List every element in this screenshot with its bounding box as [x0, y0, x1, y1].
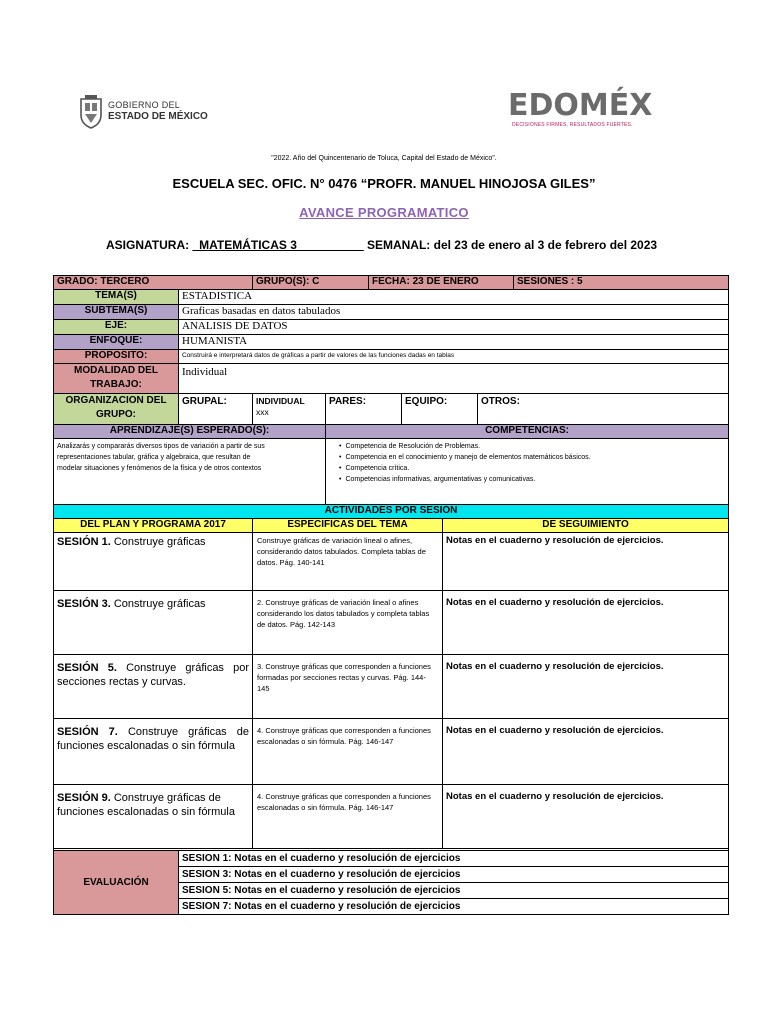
competencias-label: COMPETENCIAS: [326, 425, 729, 439]
session-seg-cell: Notas en el cuaderno y resolución de ejercicios. [443, 533, 729, 591]
equipo-cell: EQUIPO: [402, 394, 478, 425]
eje-label: EJE: [54, 320, 179, 335]
individual-mark: xxx [256, 407, 269, 417]
proposito-row [54, 350, 729, 364]
subtema-row [54, 305, 729, 320]
semanal-text: SEMANAL: del 23 de enero al 3 de febrero del 2023 [363, 238, 658, 252]
planning-sheet [53, 275, 728, 915]
session-plan-text: Construye gráficas de funciones escalonadas o sin fórmula [57, 726, 250, 752]
session-plan-cell [54, 785, 253, 849]
actividades-header-row [54, 519, 729, 533]
subtema-label: SUBTEMA(S) [54, 305, 179, 320]
session-plan-text: Construye gráficas [110, 598, 206, 610]
session-plan-cell [54, 719, 253, 785]
evaluacion-row [54, 851, 729, 867]
plan-header: DEL PLAN Y PROGRAMA 2017 [54, 519, 253, 533]
competencia-item: • Competencias informativas, argumentativas y comunicativas. [339, 474, 725, 485]
grupal-cell: GRUPAL: [179, 394, 253, 425]
info-header-row [54, 276, 729, 290]
tema-value: ESTADISTICA [179, 290, 729, 305]
seguimiento-header: DE SEGUIMIENTO [443, 519, 729, 533]
competencias-list [329, 441, 725, 485]
aprendizaje-text: Analizarás y compararás diversos tipos de variación a partir de sus representaciones tabular, gráfica y algebraica, que resultan de modelar situaciones y fenómenos de la física y de otros contextos [54, 439, 326, 505]
evaluacion-label: EVALUACIÓN [54, 851, 179, 915]
individual-label: INDIVIDUAL [256, 396, 305, 406]
planning-table [53, 275, 729, 915]
year-legend: "2022. Año del Quincentenario de Toluca, Capital del Estado de México". [271, 155, 497, 162]
edomex-tagline: DECISIONES FIRMES, RESULTADOS FUERTES. [512, 122, 633, 128]
session-plan-cell [54, 655, 253, 719]
evaluacion-item: SESION 5: Notas en el cuaderno y resolución de ejercicios [179, 883, 729, 899]
session-spec-cell: Construye gráficas de variación lineal o afines, considerando datos tabulados. Completa tablas de datos. Pág. 140-141 [253, 533, 443, 591]
competencias-list-cell [326, 439, 729, 505]
grado-cell: GRADO: TERCERO [54, 276, 253, 290]
especificas-header: ESPECIFICAS DEL TEMA [253, 519, 443, 533]
evaluacion-item: SESION 1: Notas en el cuaderno y resolución de ejercicios [179, 851, 729, 867]
edomex-logo [508, 90, 658, 128]
enfoque-label: ENFOQUE: [54, 335, 179, 350]
organizacion-row [54, 394, 729, 425]
modalidad-value: Individual [179, 364, 729, 394]
session-plan-text: Construye gráficas por secciones rectas y curvas. [57, 662, 250, 688]
aprendizaje-header-row [54, 425, 729, 439]
grupo-cell: GRUPO(S): C [253, 276, 369, 290]
session-plan-cell [54, 591, 253, 655]
gobierno-line-2: ESTADO DE MÉXICO [108, 111, 208, 122]
asignatura-label: ASIGNATURA: [106, 238, 193, 252]
session-label: SESIÓN 9. [57, 792, 111, 804]
asignatura-line [106, 238, 657, 252]
edomex-wordmark: EDOMÉX [508, 88, 653, 123]
pares-cell: PARES: [326, 394, 402, 425]
session-row [54, 785, 729, 849]
individual-cell [253, 394, 326, 425]
aprendizaje-label: APRENDIZAJE(S) ESPERADO(S): [54, 425, 326, 439]
document-title: AVANCE PROGRAMATICO [299, 205, 469, 220]
state-coat-of-arms-icon [78, 93, 104, 129]
enfoque-row [54, 335, 729, 350]
competencia-item: • Competencia crítica. [339, 463, 725, 474]
session-spec-cell: 4. Construye gráficas que corresponden a funciones escalonadas o sin fórmula. Pág. 146-147 [253, 719, 443, 785]
aprendizaje-content-row [54, 439, 729, 505]
session-row [54, 591, 729, 655]
gobierno-logo [78, 92, 208, 130]
session-seg-cell: Notas en el cuaderno y resolución de ejercicios. [443, 655, 729, 719]
actividades-title-row [54, 505, 729, 519]
session-label: SESIÓN 3. [57, 598, 111, 610]
tema-row [54, 290, 729, 305]
sesiones-cell: SESIONES : 5 [514, 276, 729, 290]
session-row [54, 719, 729, 785]
session-seg-cell: Notas en el cuaderno y resolución de ejercicios. [443, 785, 729, 849]
modalidad-label: MODALIDAD DEL TRABAJO: [54, 364, 179, 394]
gobierno-line-1: GOBIERNO DEL [108, 100, 181, 110]
school-name: ESCUELA SEC. OFIC. N° 0476 “PROFR. MANUEL HINOJOSA GILES” [172, 176, 596, 191]
asignatura-value: _MATEMÁTICAS 3__________ [192, 238, 364, 252]
session-label: SESIÓN 1. [57, 536, 111, 548]
fecha-cell: FECHA: 23 DE ENERO [369, 276, 514, 290]
evaluacion-item: SESION 3: Notas en el cuaderno y resolución de ejercicios [179, 867, 729, 883]
modalidad-row [54, 364, 729, 394]
proposito-label: PROPOSITO: [54, 350, 179, 364]
session-row [54, 655, 729, 719]
session-plan-text: Construye gráficas [110, 536, 206, 548]
session-seg-cell: Notas en el cuaderno y resolución de ejercicios. [443, 719, 729, 785]
organizacion-label: ORGANIZACION DEL GRUPO: [54, 394, 179, 425]
subtema-value: Graficas basadas en datos tabulados [179, 305, 729, 320]
competencia-item: • Competencia de Resolución de Problemas. [339, 441, 725, 452]
tema-label: TEMA(S) [54, 290, 179, 305]
proposito-value: Construirá e interpretará datos de gráficas a partir de valores de las funciones dadas en tablas [179, 350, 729, 364]
session-plan-cell [54, 533, 253, 591]
competencia-item: • Competencia en el conocimiento y manejo de elementos matemáticos básicos. [339, 452, 725, 463]
eje-row [54, 320, 729, 335]
otros-cell: OTROS: [478, 394, 729, 425]
evaluacion-item: SESION 7: Notas en el cuaderno y resolución de ejercicios [179, 899, 729, 915]
session-spec-cell: 2. Construye gráficas de variación lineal o afines considerando los datos tabulados y completa tablas de datos. Pág. 142-143 [253, 591, 443, 655]
session-row [54, 533, 729, 591]
session-label: SESIÓN 5. [57, 662, 117, 674]
session-label: SESIÓN 7. [57, 726, 118, 738]
actividades-title: ACTIVIDADES POR SESION [54, 505, 729, 519]
session-plan-text: Construye gráficas de funciones escalonadas o sin fórmula [57, 792, 235, 818]
session-seg-cell: Notas en el cuaderno y resolución de ejercicios. [443, 591, 729, 655]
session-spec-cell: 3. Construye gráficas que corresponden a funciones formadas por secciones rectas y curvas. Pág. 144-145 [253, 655, 443, 719]
enfoque-value: HUMANISTA [179, 335, 729, 350]
eje-value: ANALISIS DE DATOS [179, 320, 729, 335]
gobierno-text [108, 100, 208, 122]
session-spec-cell: 4. Construye gráficas que corresponden a funciones escalonadas o sin fórmula. Pág. 146-147 [253, 785, 443, 849]
